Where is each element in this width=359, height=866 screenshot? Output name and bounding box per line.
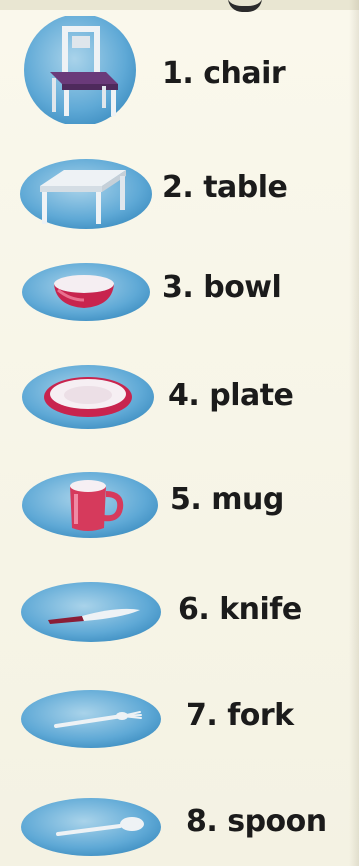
item-label: 7. fork — [186, 698, 294, 733]
table-icon — [18, 156, 154, 230]
list-item-plate — [0, 362, 359, 432]
item-label: 1. chair — [162, 56, 286, 91]
item-label: 5. mug — [170, 482, 284, 517]
fork-icon — [18, 688, 164, 750]
item-label: 3. bowl — [162, 270, 282, 305]
item-label: 4. plate — [168, 378, 294, 413]
list-item-bowl — [0, 258, 359, 322]
plate-icon — [18, 364, 158, 430]
bowl-icon — [18, 262, 154, 322]
spoon-icon — [18, 796, 164, 858]
list-item-knife — [0, 580, 359, 644]
list-item-table — [0, 148, 359, 228]
item-label: 2. table — [162, 170, 288, 205]
item-label: 6. knife — [178, 592, 302, 627]
item-label: 8. spoon — [186, 804, 327, 839]
list-item-spoon — [0, 790, 359, 860]
list-item-fork — [0, 686, 359, 750]
knife-icon — [18, 580, 164, 644]
list-item-mug — [0, 466, 359, 542]
list-item-chair — [0, 6, 359, 124]
chair-icon — [12, 16, 156, 124]
mug-icon — [18, 470, 162, 540]
